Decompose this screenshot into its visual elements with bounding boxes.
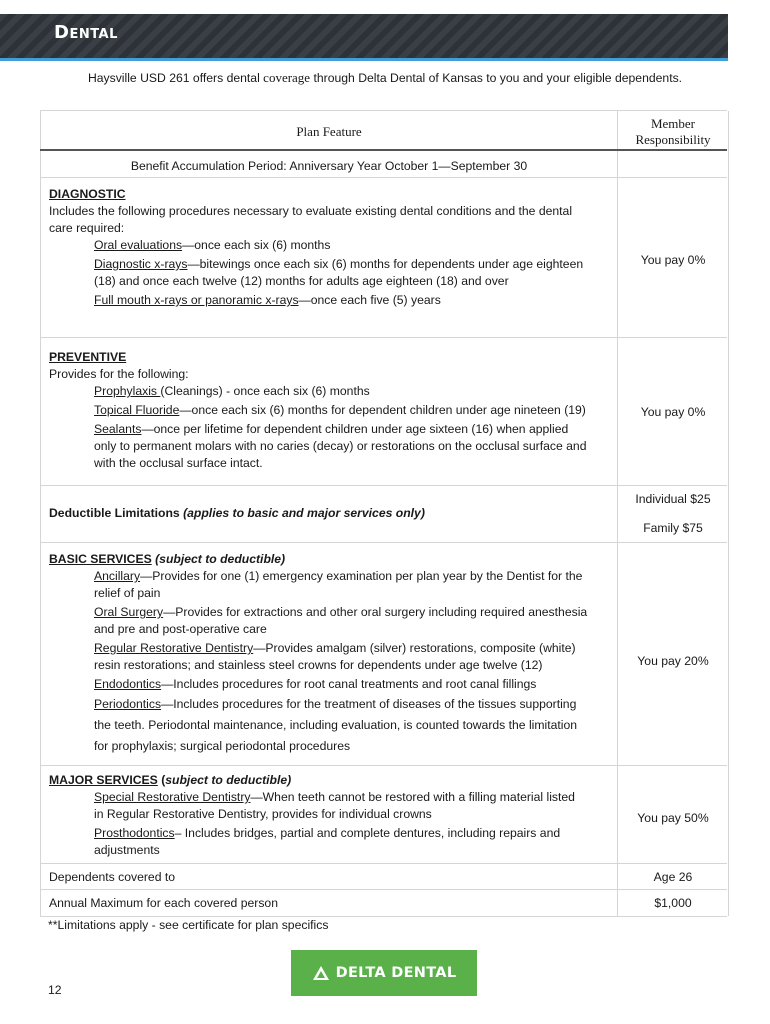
benefit-period-text: Benefit Accumulation Period: Anniversary Year October 1—September 30 [130, 159, 528, 173]
item-name: Oral evaluations [94, 238, 183, 252]
basic-heading-note: (subject to deductible) [151, 552, 286, 566]
diagnostic-intro: care required: [49, 221, 125, 235]
diagnostic-member-value: You pay 0% [640, 253, 706, 267]
dependents-label: Dependents covered to [49, 870, 176, 884]
page-number: 12 [48, 983, 62, 997]
list-item-continuation: the teeth. Periodontal maintenance, including evaluation, is counted towards the limitation [94, 718, 578, 732]
list-item-continuation: adjustments [94, 843, 160, 857]
list-item-continuation: only to permanent molars with no caries (decay) or restorations on the occlusal surface and [94, 439, 587, 453]
intro-part: Haysville USD 261 offers dental [87, 71, 264, 85]
item-desc: —Includes procedures for the treatment of diseases of the tissues supporting [161, 697, 577, 711]
item-name: Topical Fluoride [94, 403, 180, 417]
item-desc: (Cleanings) - once each six (6) months [160, 384, 370, 398]
dependents-value: Age 26 [653, 870, 693, 884]
list-item [49, 237, 609, 254]
list-item-continuation: resin restorations; and stainless steel crowns for dependents under age twelve (12) [94, 658, 543, 672]
benefit-period-cell [40, 151, 617, 179]
deductible-family: Family $75 [643, 521, 703, 535]
diagnostic-heading: DIAGNOSTIC [49, 187, 126, 201]
col-plan-feature: Plan Feature [296, 124, 362, 139]
intro-text [0, 70, 770, 86]
item-name: Diagnostic x-rays [94, 257, 188, 271]
item-desc: —once each five (5) years [298, 293, 441, 307]
list-item-continuation: (18) and once each twelve (12) months for adults age eighteen (18) and over [94, 274, 509, 288]
deductible-label [49, 506, 609, 520]
major-heading-note: subject to deductible) [165, 773, 292, 787]
list-item [49, 696, 609, 713]
deductible-title: Deductible Limitations [49, 506, 184, 520]
diagnostic-cell [40, 178, 617, 338]
item-name: Regular Restorative Dentistry [94, 641, 254, 655]
basic-heading-text: BASIC SERVICES [49, 552, 152, 566]
item-desc: —Includes procedures for root canal treatments and root canal fillings [161, 677, 537, 691]
list-item [49, 640, 609, 657]
diagnostic-content [49, 186, 609, 309]
list-item [49, 604, 609, 621]
deductible-member-cell [617, 486, 729, 543]
preventive-row [40, 337, 727, 486]
basic-member-value: You pay 20% [637, 654, 709, 668]
item-desc: —bitewings once each six (6) months for dependents under age eighteen [187, 257, 584, 271]
list-item [49, 825, 609, 842]
item-name: Endodontics [94, 677, 162, 691]
list-item [49, 256, 609, 273]
major-heading-paren: ( [157, 773, 166, 787]
intro-coverage: coverage [263, 70, 311, 85]
benefit-period-row [40, 149, 727, 179]
item-name: Sealants [94, 422, 142, 436]
item-desc: —Provides amalgam (silver) restorations, composite (white) [253, 641, 576, 655]
diagnostic-member-cell [617, 178, 729, 338]
basic-services-cell [40, 543, 617, 766]
table-header-row [40, 110, 727, 151]
annual-max-label: Annual Maximum for each covered person [49, 896, 278, 910]
annual-max-value: $1,000 [654, 896, 692, 910]
section-title: Dental [54, 22, 118, 43]
preventive-content [49, 349, 609, 472]
deductible-note: (applies to basic and major services only) [183, 506, 425, 520]
major-member-value: You pay 50% [637, 811, 709, 825]
preventive-member-value: You pay 0% [640, 405, 706, 419]
preventive-cell [40, 338, 617, 486]
item-desc: – Includes bridges, partial and complete dentures, including repairs and [174, 826, 561, 840]
delta-triangle-icon [312, 965, 330, 981]
list-item [49, 421, 609, 438]
deductible-individual: Individual $25 [635, 492, 711, 506]
annual-max-value-cell [617, 890, 729, 916]
header-member-cell [617, 111, 729, 151]
list-item [49, 676, 609, 693]
basic-services-content [49, 551, 609, 755]
item-desc: —once per lifetime for dependent children under age sixteen (16) when applied [141, 422, 569, 436]
list-item-continuation: relief of pain [94, 586, 161, 600]
annual-max-cell [40, 890, 617, 916]
preventive-member-cell [617, 338, 729, 486]
benefit-period-empty-cell [617, 151, 729, 179]
item-name: Prosthodontics [94, 826, 175, 840]
list-item [49, 402, 609, 419]
basic-heading [49, 551, 609, 568]
item-name: Full mouth x-rays or panoramic x-rays [94, 293, 299, 307]
logo-text: DELTA DENTAL [335, 965, 457, 981]
list-item-continuation: in Regular Restorative Dentistry, provides for individual crowns [94, 807, 432, 821]
item-desc: —When teeth cannot be restored with a filling material listed [250, 790, 575, 804]
limitations-note: **Limitations apply - see certificate for plan specifics [48, 918, 329, 932]
item-name: Special Restorative Dentistry [94, 790, 251, 804]
preventive-intro: Provides for the following: [49, 367, 189, 381]
list-item [49, 568, 609, 585]
basic-services-row [40, 542, 727, 766]
list-item [49, 789, 609, 806]
annual-max-row [40, 889, 727, 917]
col-responsibility: Responsibility [635, 132, 711, 147]
list-item [49, 383, 609, 400]
list-item-continuation: for prophylaxis; surgical periodontal procedures [94, 739, 351, 753]
diagnostic-row [40, 177, 727, 338]
item-name: Prophylaxis [94, 384, 161, 398]
major-services-cell [40, 766, 617, 864]
item-desc: —once each six (6) months for dependent children under age nineteen (19) [179, 403, 586, 417]
major-services-content [49, 772, 609, 859]
item-name: Ancillary [94, 569, 141, 583]
basic-member-cell [617, 543, 729, 766]
preventive-heading: PREVENTIVE [49, 350, 127, 364]
dependents-value-cell [617, 864, 729, 890]
item-desc: —once each six (6) months [182, 238, 331, 252]
major-member-cell [617, 766, 729, 864]
deductible-row [40, 485, 727, 543]
col-member: Member [650, 116, 696, 131]
intro-part: through Delta Dental of Kansas to you and your eligible dependents. [310, 71, 683, 85]
dependents-row [40, 863, 727, 890]
major-services-row [40, 765, 727, 864]
item-desc: —Provides for one (1) emergency examination per plan year by the Dentist for the [140, 569, 583, 583]
dependents-cell [40, 864, 617, 890]
list-item-continuation: with the occlusal surface intact. [94, 456, 263, 470]
delta-dental-logo [291, 950, 477, 996]
list-item [49, 292, 609, 309]
item-name: Oral Surgery [94, 605, 164, 619]
list-item-continuation: and pre and post-operative care [94, 622, 267, 636]
major-heading-text: MAJOR SERVICES [49, 773, 158, 787]
header-feature-cell [40, 111, 617, 151]
item-name: Periodontics [94, 697, 162, 711]
diagnostic-intro: Includes the following procedures necessary to evaluate existing dental conditions and the dental [49, 204, 573, 218]
deductible-cell [40, 486, 617, 543]
item-desc: —Provides for extractions and other oral surgery including required anesthesia [163, 605, 588, 619]
major-heading [49, 772, 609, 789]
